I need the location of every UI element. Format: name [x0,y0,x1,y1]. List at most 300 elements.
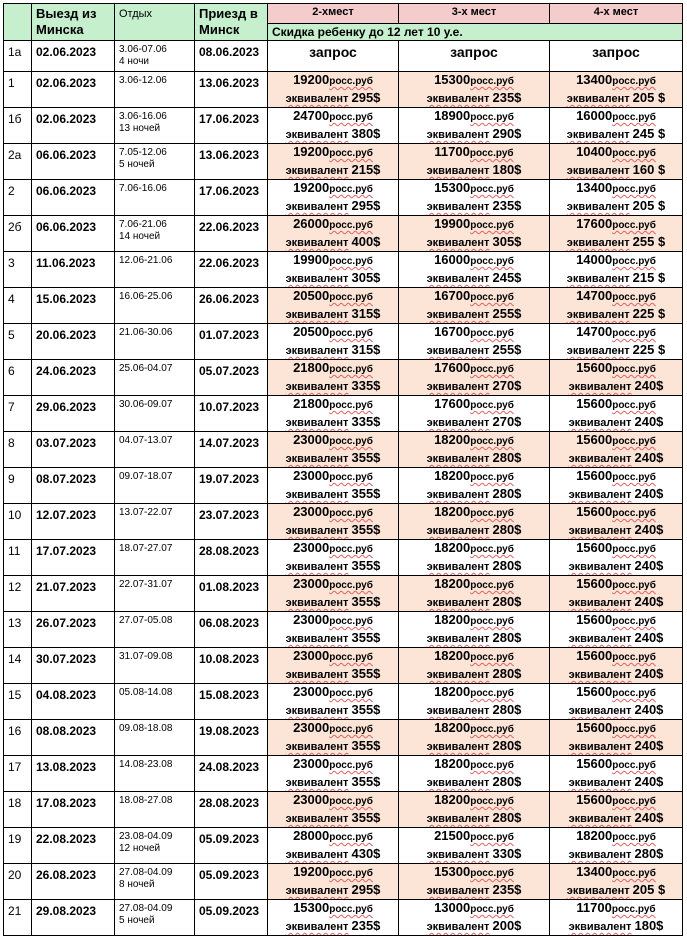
table-row [4,432,683,468]
row-number: 7 [4,396,32,432]
price-cell-2 [268,828,399,864]
price-cell-2 [268,576,399,612]
price-rub-line [272,252,394,270]
price-usd-line [403,846,545,863]
price-cell-2 [268,468,399,504]
equivalent-label: эквивалент [426,561,490,573]
price-usd-line [554,702,678,719]
currency-rub-label: росс.руб [329,364,373,375]
price-usd-line [403,378,545,395]
price-usd-value: 295$ [351,198,381,213]
currency-rub-label: росс.руб [470,652,514,663]
price-usd-value: 240$ [634,666,664,681]
price-usd-line [554,378,678,395]
price-cell-2 [268,252,399,288]
price-cell-2 [268,324,399,360]
stay-dates: 22.07-31.07 [119,579,173,590]
equivalent-label: эквивалент [285,309,349,321]
price-cell-3 [399,252,550,288]
price-usd-line [403,882,545,899]
price-rub-value: 18200 [434,468,471,483]
price-rub-value: 11700 [434,144,470,159]
price-usd-value: 355$ [351,594,381,609]
currency-rub-label: росс.руб [329,616,373,627]
price-rub-line [554,468,678,486]
price-usd-line [403,774,545,791]
currency-rub-label: росс.руб [329,868,373,879]
currency-rub-label: росс.руб [329,796,373,807]
row-number: 4 [4,288,32,324]
price-rub-line [272,324,394,342]
price-rub-value: 18200 [434,792,471,807]
price-rub-line [554,252,678,270]
price-usd-line [403,702,545,719]
currency-rub-label: росс.руб [470,760,514,771]
price-cell-4 [550,252,683,288]
price-usd-line [272,198,394,215]
stay-dates: 23.08-04.09 [119,831,173,842]
price-usd-value: 335$ [351,414,381,429]
price-usd-value: 355$ [351,630,381,645]
stay-period [115,396,195,432]
row-number: 8 [4,432,32,468]
price-rub-line [554,576,678,594]
stay-dates: 09.07-18.07 [119,471,173,482]
price-rub-line [403,252,545,270]
price-cell-3 [399,612,550,648]
equivalent-label: эквивалент [285,453,349,465]
currency-rub-label: росс.руб [612,796,656,807]
stay-dates: 09.08-18.08 [119,723,173,734]
price-usd-line [403,414,545,431]
header-number-cell [4,4,32,41]
currency-rub-label: росс.руб [470,544,514,555]
stay-period [115,144,195,180]
stay-period [115,864,195,900]
price-usd-value: 355$ [351,450,381,465]
table-row [4,684,683,720]
row-number: 2 [4,180,32,216]
departure-date: 06.06.2023 [32,216,115,252]
equivalent-label: эквивалент [426,237,490,249]
equivalent-label: эквивалент [566,309,630,321]
stay-dates: 05.08-14.08 [119,687,173,698]
price-cell-3 [399,756,550,792]
price-request-4: запрос [550,41,683,72]
price-usd-line [554,630,678,647]
price-rub-value: 23000 [293,576,330,591]
price-rub-line [403,756,545,774]
price-usd-line [554,234,678,251]
currency-rub-label: росс.руб [612,580,656,591]
currency-rub-label: росс.руб [612,436,656,447]
currency-rub-label: росс.руб [329,832,373,843]
price-cell-2 [268,684,399,720]
price-rub-line [272,504,394,522]
price-rub-value: 15600 [576,684,613,699]
equivalent-label: эквивалент [426,885,490,897]
price-rub-line [272,684,394,702]
price-rub-line [272,432,394,450]
price-rub-value: 14700 [576,324,613,339]
price-usd-value: 280$ [492,738,522,753]
stay-period [115,540,195,576]
equivalent-label: эквивалент [568,489,632,501]
stay-nights: 13 ночей [119,123,161,134]
equivalent-label: эквивалент [566,129,630,141]
price-usd-line [272,738,394,755]
stay-dates: 18.08-27.08 [119,795,173,806]
price-cell-4 [550,324,683,360]
price-cell-2 [268,396,399,432]
price-rub-line [403,540,545,558]
stay-dates: 21.06-30.06 [119,327,173,338]
price-cell-4 [550,864,683,900]
price-usd-line [272,378,394,395]
equivalent-label: эквивалент [426,489,490,501]
currency-rub-label: росс.руб [612,760,656,771]
currency-rub-label: росс.руб [470,868,514,879]
price-rub-line [403,180,545,198]
price-cell-3 [399,900,550,936]
currency-rub-label: росс.руб [612,544,656,555]
equivalent-label: эквивалент [285,633,349,645]
price-usd-line [272,486,394,503]
equivalent-label: эквивалент [285,777,349,789]
price-rub-value: 13400 [576,180,613,195]
table-row [4,144,683,180]
header-category-2: 2-хмест [268,4,399,24]
price-rub-line [554,396,678,414]
price-usd-line [403,198,545,215]
price-usd-value: 215$ [351,162,381,177]
currency-rub-label: росс.руб [612,508,656,519]
departure-date: 13.08.2023 [32,756,115,792]
price-usd-line [554,306,678,323]
price-usd-line [403,306,545,323]
currency-rub-label: росс.руб [329,904,373,915]
price-usd-line [403,558,545,575]
stay-period [115,612,195,648]
table-row [4,252,683,288]
equivalent-label: эквивалент [285,669,349,681]
price-usd-line [272,522,394,539]
price-rub-line [272,648,394,666]
currency-rub-label: росс.руб [470,724,514,735]
price-rub-line [272,828,394,846]
price-cell-3 [399,828,550,864]
price-usd-value: 255$ [492,342,522,357]
price-usd-value: 280$ [634,846,664,861]
equivalent-label: эквивалент [426,201,490,213]
equivalent-label: эквивалент [285,921,349,933]
tour-price-table [3,3,683,936]
currency-rub-label: росс.руб [612,616,656,627]
price-usd-value: 240$ [634,558,664,573]
price-rub-line [272,144,394,162]
equivalent-label: эквивалент [285,417,349,429]
currency-rub-label: росс.руб [612,652,656,663]
price-usd-value: 240$ [634,414,664,429]
arrival-date: 10.08.2023 [195,648,268,684]
currency-rub-label: росс.руб [329,544,373,555]
equivalent-label: эквивалент [285,813,349,825]
price-rub-line [272,216,394,234]
price-rub-line [272,576,394,594]
price-rub-value: 18200 [434,648,471,663]
price-rub-line [554,612,678,630]
currency-rub-label: росс.руб [329,220,373,231]
price-rub-line [403,828,545,846]
equivalent-label: эквивалент [426,849,490,861]
price-usd-line [554,198,678,215]
price-rub-value: 15300 [434,864,471,879]
price-usd-line [554,450,678,467]
price-usd-value: 180$ [492,162,522,177]
price-rub-value: 15600 [576,792,613,807]
equivalent-label: эквивалент [285,561,349,573]
equivalent-label: эквивалент [568,453,632,465]
row-number: 20 [4,864,32,900]
price-rub-line [403,324,545,342]
price-cell-3 [399,216,550,252]
departure-date: 20.06.2023 [32,324,115,360]
price-rub-line [403,792,545,810]
price-usd-value: 355$ [351,702,381,717]
price-usd-line [554,270,678,287]
price-cell-3 [399,576,550,612]
equivalent-label: эквивалент [568,705,632,717]
price-rub-line [272,756,394,774]
stay-period [115,324,195,360]
price-usd-value: 235$ [492,90,522,105]
departure-date: 26.08.2023 [32,864,115,900]
table-row [4,41,683,72]
price-usd-value: 280$ [492,450,522,465]
row-number: 1 [4,72,32,108]
departure-date: 06.06.2023 [32,180,115,216]
price-rub-line [272,468,394,486]
arrival-date: 23.07.2023 [195,504,268,540]
price-usd-value: 330$ [492,846,522,861]
currency-rub-label: росс.руб [612,832,656,843]
price-cell-4 [550,720,683,756]
price-usd-line [403,918,545,935]
price-usd-value: 355$ [351,774,381,789]
price-rub-line [554,792,678,810]
price-cell-2 [268,360,399,396]
price-usd-line [403,126,545,143]
price-usd-value: 240$ [634,486,664,501]
arrival-date: 22.06.2023 [195,216,268,252]
stay-dates: 25.06-04.07 [119,363,173,374]
price-rub-value: 14000 [576,252,613,267]
price-rub-line [272,792,394,810]
price-usd-value: 180$ [634,918,664,933]
stay-period [115,180,195,216]
departure-date: 17.07.2023 [32,540,115,576]
price-rub-value: 15300 [293,900,330,915]
currency-rub-label: росс.руб [329,328,373,339]
price-cell-3 [399,324,550,360]
stay-dates: 13.07-22.07 [119,507,173,518]
stay-period [115,41,195,72]
price-rub-value: 19200 [293,180,330,195]
price-usd-value: 305$ [492,234,522,249]
price-rub-line [554,720,678,738]
price-rub-value: 15600 [576,468,613,483]
equivalent-label: эквивалент [285,381,349,393]
price-usd-value: 280$ [492,486,522,501]
equivalent-label: эквивалент [566,345,630,357]
price-rub-line [554,324,678,342]
price-rub-value: 15600 [576,720,613,735]
price-usd-line [272,666,394,683]
price-rub-line [403,108,545,126]
price-usd-line [554,882,678,899]
departure-date: 02.06.2023 [32,72,115,108]
price-usd-value: 240$ [634,630,664,645]
price-rub-value: 19900 [434,216,471,231]
currency-rub-label: росс.руб [612,76,656,87]
currency-rub-label: росс.руб [329,580,373,591]
arrival-date: 13.06.2023 [195,72,268,108]
arrival-date: 22.06.2023 [195,252,268,288]
price-rub-value: 20500 [293,288,330,303]
price-usd-line [272,234,394,251]
price-usd-line [403,594,545,611]
price-usd-value: 270$ [492,414,522,429]
price-usd-line [272,162,394,179]
equivalent-label: эквивалент [285,129,349,141]
price-usd-line [272,126,394,143]
price-rub-value: 10400 [576,144,613,159]
price-rub-line [554,864,678,882]
price-rub-line [403,360,545,378]
table-row [4,792,683,828]
price-usd-line [403,666,545,683]
price-rub-value: 18200 [434,540,471,555]
price-cell-2 [268,792,399,828]
row-number: 1а [4,41,32,72]
currency-rub-label: росс.руб [329,472,373,483]
price-rub-value: 23000 [293,504,330,519]
price-usd-value: 240$ [634,702,664,717]
currency-rub-label: росс.руб [612,724,656,735]
currency-rub-label: росс.руб [612,364,656,375]
table-row [4,540,683,576]
currency-rub-label: росс.руб [469,148,514,159]
stay-period [115,288,195,324]
currency-rub-label: росс.руб [612,184,656,195]
currency-rub-label: росс.руб [470,472,514,483]
equivalent-label: эквивалент [426,633,490,645]
price-usd-line [403,450,545,467]
stay-nights: 4 ночи [119,56,149,67]
price-usd-value: 355$ [351,666,381,681]
equivalent-label: эквивалент [566,165,630,177]
price-rub-line [554,72,678,90]
price-rub-value: 19200 [293,144,330,159]
stay-dates: 7.06-21.06 [119,219,167,230]
equivalent-label: эквивалент [426,381,490,393]
price-usd-value: 270$ [492,378,522,393]
equivalent-label: эквивалент [568,813,632,825]
price-usd-line [272,882,394,899]
price-usd-line [403,162,545,179]
price-rub-line [554,144,678,162]
arrival-date: 28.08.2023 [195,540,268,576]
table-row [4,648,683,684]
arrival-date: 28.08.2023 [195,792,268,828]
price-usd-line [272,846,394,863]
departure-date: 02.06.2023 [32,108,115,144]
price-rub-line [403,576,545,594]
price-cell-2 [268,180,399,216]
currency-rub-label: росс.руб [612,256,656,267]
stay-dates: 27.07-05.08 [119,615,173,626]
price-usd-line [403,630,545,647]
equivalent-label: эквивалент [568,417,632,429]
equivalent-label: эквивалент [426,921,490,933]
price-rub-line [403,396,545,414]
equivalent-label: эквивалент [566,273,630,285]
price-rub-line [403,432,545,450]
departure-date: 06.06.2023 [32,144,115,180]
price-rub-value: 18200 [434,720,471,735]
price-rub-value: 16000 [576,108,613,123]
price-usd-line [272,270,394,287]
price-usd-value: 290$ [492,126,522,141]
price-usd-line [272,630,394,647]
price-rub-value: 18200 [576,828,613,843]
price-cell-4 [550,72,683,108]
price-usd-value: 235$ [351,918,381,933]
arrival-date: 26.06.2023 [195,288,268,324]
table-row [4,180,683,216]
price-usd-value: 240$ [634,450,664,465]
arrival-date: 05.09.2023 [195,900,268,936]
arrival-date: 14.07.2023 [195,432,268,468]
price-rub-value: 18200 [434,504,471,519]
header-row [4,4,683,24]
price-cell-3 [399,648,550,684]
equivalent-label: эквивалент [566,201,630,213]
price-rub-line [554,828,678,846]
price-cell-2 [268,108,399,144]
price-rub-value: 21800 [293,396,330,411]
price-usd-value: 355$ [351,738,381,753]
price-usd-value: 240$ [634,522,664,537]
equivalent-label: эквивалент [285,201,349,213]
price-rub-line [403,216,545,234]
stay-nights: 12 ночей [119,843,161,854]
price-rub-line [272,612,394,630]
price-usd-line [272,594,394,611]
price-usd-value: 240$ [634,594,664,609]
departure-date: 29.08.2023 [32,900,115,936]
currency-rub-label: росс.руб [612,472,656,483]
arrival-date: 06.08.2023 [195,612,268,648]
price-rub-value: 11700 [576,900,612,915]
price-cell-3 [399,792,550,828]
currency-rub-label: росс.руб [470,112,514,123]
price-usd-value: 205 $ [632,90,666,105]
equivalent-label: эквивалент [285,165,349,177]
price-usd-line [272,774,394,791]
equivalent-label: эквивалент [568,381,632,393]
price-usd-value: 380$ [351,126,381,141]
